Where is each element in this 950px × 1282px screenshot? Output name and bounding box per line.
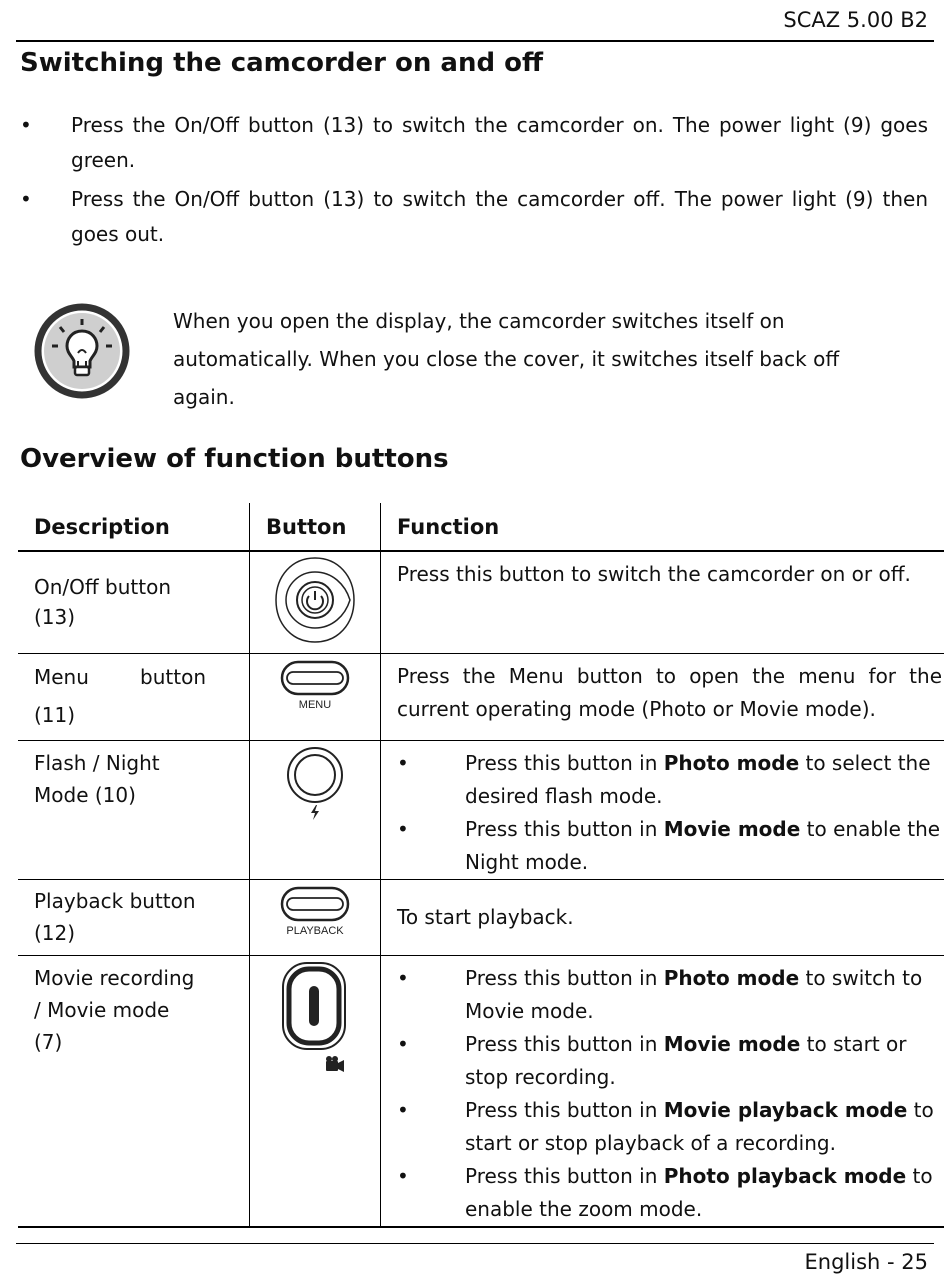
list-item: • Press this button in Photo mode to select the desired flash mode. bbox=[397, 751, 931, 808]
section-title-overview: Overview of function buttons bbox=[20, 444, 449, 474]
description-line: Flash / Night bbox=[34, 751, 160, 775]
bullet-text: Press the On/Off button (13) to switch the camcorder on. The power light (9) goes green. bbox=[71, 113, 928, 172]
description-line: (11) bbox=[34, 703, 76, 727]
row-function bbox=[381, 956, 945, 1228]
description-line: (7) bbox=[34, 1030, 63, 1054]
description-word: button bbox=[140, 665, 206, 689]
model-number: SCAZ 5.00 B2 bbox=[783, 8, 928, 32]
description-word: Menu bbox=[34, 665, 89, 689]
bullet-item bbox=[20, 108, 928, 178]
row-function bbox=[381, 741, 945, 880]
column-header-description: Description bbox=[18, 503, 250, 551]
playback-button-label: PLAYBACK bbox=[286, 925, 344, 937]
table-row bbox=[18, 956, 944, 1228]
row-button bbox=[250, 654, 381, 741]
description-line: Playback button bbox=[34, 889, 196, 913]
row-function: Press this button to switch the camcorder on or off. bbox=[381, 551, 945, 654]
table-row bbox=[18, 551, 944, 654]
description-line bbox=[34, 658, 206, 696]
movie-camera-icon bbox=[326, 1056, 344, 1072]
footer-rule bbox=[16, 1243, 934, 1244]
page-number: English - 25 bbox=[804, 1250, 928, 1274]
description-line: Mode (10) bbox=[34, 783, 136, 807]
menu-button-label: MENU bbox=[298, 699, 332, 711]
list-item: • Press this button in Photo mode to switch to Movie mode. bbox=[397, 966, 923, 1023]
table-header-row bbox=[18, 503, 944, 551]
row-description bbox=[18, 741, 250, 880]
column-header-function: Function bbox=[381, 503, 945, 551]
bullet-dot: • bbox=[20, 187, 32, 211]
row-button bbox=[250, 956, 381, 1228]
list-item: • Press this button in Movie playback mode to start or stop playback of a recording. bbox=[397, 1098, 934, 1155]
description-line: (12) bbox=[34, 921, 76, 945]
row-description bbox=[18, 880, 250, 956]
description-line: On/Off button bbox=[34, 575, 172, 599]
row-description bbox=[18, 956, 250, 1228]
row-button bbox=[250, 880, 381, 956]
list-item: • Press this button in Photo playback mode to enable the zoom mode. bbox=[397, 1164, 933, 1221]
description-line: (13) bbox=[34, 605, 76, 629]
row-function: To start playback. bbox=[381, 880, 945, 956]
description-line: Movie recording bbox=[34, 966, 195, 990]
tip-line: automatically. When you close the cover, it switches itself back off bbox=[173, 347, 840, 371]
section-title-switching: Switching the camcorder on and off bbox=[20, 48, 544, 78]
tip-note bbox=[173, 302, 853, 416]
row-button bbox=[250, 741, 381, 880]
column-header-button: Button bbox=[250, 503, 381, 551]
row-description bbox=[18, 654, 250, 741]
power-button-icon bbox=[270, 552, 360, 648]
row-description bbox=[18, 551, 250, 654]
table-row bbox=[18, 741, 944, 880]
flash-icon bbox=[311, 805, 319, 820]
flash-button-icon bbox=[270, 747, 360, 827]
bullet-dot: • bbox=[20, 113, 32, 137]
row-function: Press the Menu button to open the menu for the current operating mode (Photo or Movie mode). bbox=[381, 654, 945, 741]
function-buttons-table bbox=[18, 503, 944, 1228]
list-item: • Press this button in Movie mode to enable the Night mode. bbox=[397, 817, 941, 874]
header-rule bbox=[16, 40, 934, 42]
playback-button-icon bbox=[270, 884, 360, 940]
lightbulb-tip-icon bbox=[34, 303, 130, 399]
description-line: / Movie mode bbox=[34, 998, 170, 1022]
tip-line: When you open the display, the camcorder switches itself on bbox=[173, 309, 785, 333]
table-row bbox=[18, 880, 944, 956]
row-button bbox=[250, 551, 381, 654]
list-item: • Press this button in Movie mode to start or stop recording. bbox=[397, 1032, 907, 1089]
record-button-icon bbox=[270, 960, 360, 1080]
table-row bbox=[18, 654, 944, 741]
bullet-item bbox=[20, 182, 928, 252]
menu-button-icon bbox=[270, 658, 360, 714]
tip-line: again. bbox=[173, 385, 235, 409]
bullet-text: Press the On/Off button (13) to switch the camcorder off. The power light (9) then goes out. bbox=[71, 187, 928, 246]
